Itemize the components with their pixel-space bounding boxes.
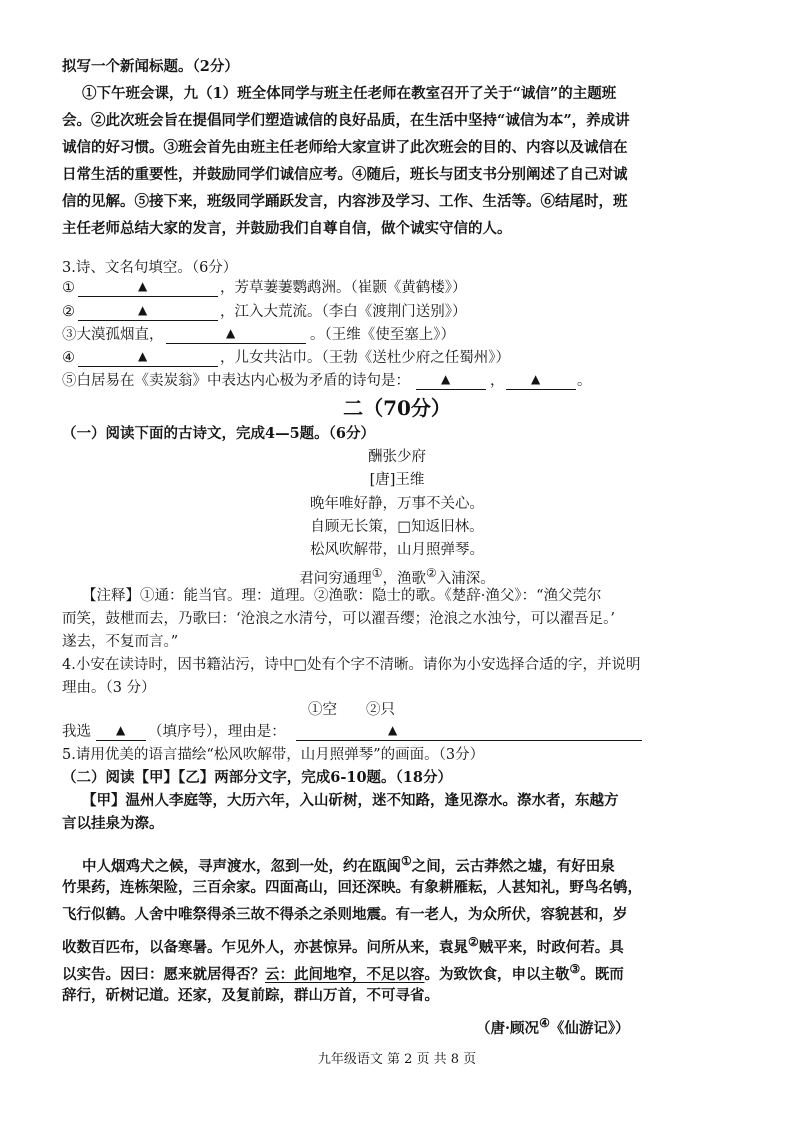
q2-para-line-3: 诚信的好习惯。③班会首先由班主任老师给大家宣讲了此次班会的目的、内容以及诚信在 [62, 139, 628, 156]
q2-para-line-2: 会。②此次班会旨在提倡同学们塑造诚信的良好品质，在生活中坚持“诚信为本”，养成讲 [62, 112, 630, 129]
q3-blank-5[interactable] [416, 371, 486, 390]
note-line-1: 【注释】①通：能当官。理：道理。②渔歌：隐士的歌。《楚辞·渔父》：“渔父莞尔 [82, 588, 602, 604]
passage-b-line-3: 飞行似鹤。人舍中唯祭得杀三故不得杀之杀则地震。有一老人，为众所伏，容貌甚和，岁 [62, 906, 628, 923]
q3-line-4-number: ④ [62, 350, 75, 366]
q3-blank-1[interactable] [78, 278, 218, 297]
q3-blank-2[interactable] [78, 302, 218, 321]
q2-para-line-6: 主任老师总结大家的发言，并鼓励我们自尊自信，做个诚实守信的人。 [62, 220, 512, 237]
passage-source: （唐·顾况④《仙游记》） [476, 1016, 630, 1037]
note-line-3: 遂去，不复而言。” [62, 634, 179, 650]
part2-heading: （二）阅读【甲】【乙】两部分文字，完成6-10题。（18分） [62, 769, 452, 786]
q2-para-line-4: 日常生活的重要性，并鼓励同学们诚信应考。④随后，班长与团支书分别阐述了自己对诚 [62, 166, 628, 183]
q3-line-2-text: ，江入大荒流。（李白《渡荆门送别》） [220, 304, 467, 320]
poem-author: [唐]王维 [369, 472, 425, 488]
passage-b-line-1: 中人烟鸡犬之候，寻声渡水，忽到一处，约在瓯闽①之间，云古莽然之墟，有好田泉 [82, 854, 615, 875]
q3-line-5-end: 。 [577, 373, 592, 389]
section-title: 二（70分） [343, 396, 451, 420]
q3-line-3-prefix: ③大漠孤烟直， [62, 327, 164, 343]
q3-line-3-text: 。（王维《使至塞上》） [310, 327, 455, 343]
poem-line-2: 自顾无长策，□知返旧林。 [310, 519, 484, 535]
q3-line-2-number: ② [62, 304, 75, 320]
blank-marker: ▲ [441, 372, 451, 386]
q3-line-1-number: ① [62, 280, 75, 296]
q3-blank-4[interactable] [78, 348, 218, 367]
blank-marker: ▲ [531, 372, 541, 386]
passage-a-line-1: 【甲】温州人李庭等，大历六年，入山斫树，迷不知路，逢见漈水。漈水者，东越方 [82, 792, 619, 809]
passage-b-line-4: 收数百匹布，以备寒暑。乍见外人，亦甚惊异。问所从来，袁晁②贼平来，时政何若。具 [62, 935, 624, 956]
q2-para-line-5: 信的见解。⑤接下来，班级同学踊跃发言，内容涉及学习、工作、生活等。⑥结尾时，班 [62, 193, 628, 210]
q4-option-2: ②只 [366, 702, 395, 718]
blank-marker: ▲ [138, 349, 148, 363]
q3-line-5-prefix: ⑤白居易在《卖炭翁》中表达内心极为矛盾的诗句是： [62, 373, 410, 389]
part1-heading: （一）阅读下面的古诗文，完成4—5题。（6分） [62, 425, 376, 442]
page-footer: 九年级语文 第 2 页 共 8 页 [317, 1052, 477, 1067]
q3-line-1-text: ，芳草萋萋鹦鹉洲。（崔颢《黄鹤楼》） [220, 280, 467, 296]
underlined-sentence: 云：此间地窄，不足以容 [265, 965, 425, 983]
q4-line-1: 4.小安在读诗时，因书籍沾污，诗中□处有个字不清晰。请你为小安选择合适的字，并说明 [62, 657, 641, 673]
passage-b-line-5: 以实告。因曰：愿来就居得否？云：此间地窄，不足以容。为致饮食，申以主敬③。既而 [62, 962, 624, 983]
poem-line-1: 晚年唯好静，万事不关心。 [310, 496, 484, 512]
note-line-2: 而笑，鼓枻而去，乃歌曰：‘沧浪之水清兮，可以濯吾缨；沧浪之水浊兮，可以濯吾足。’ [62, 611, 615, 627]
q4-option-1: ①空 [308, 702, 337, 718]
blank-marker: ▲ [138, 303, 148, 317]
poem-line-4: 君问穷通理①，渔歌②入浦深。 [299, 566, 495, 587]
passage-b-line-2: 竹果药，连栋架险，三百余家。四面高山，回还深映。有象耕雁耘，人甚知礼，野鸟名鸲， [62, 879, 642, 896]
q3-line-5-comma: ， [490, 373, 505, 389]
q3-blank-6[interactable] [506, 371, 576, 390]
q4-reason-label: （填序号），理由是： [148, 724, 286, 740]
poem-title: 酬张少府 [368, 449, 426, 465]
q2-para-line-1: ①下午班会课，九（1）班全体同学与班主任老师在教室召开了关于“诚信”的主题班 [82, 85, 617, 102]
passage-a-line-2: 言以挂泉为漈。 [62, 815, 164, 832]
q4-line-2: 理由。（3 分） [62, 680, 156, 696]
q4-reason-blank[interactable] [296, 722, 642, 741]
q3-blank-3[interactable] [166, 325, 306, 344]
poem-line-3: 松风吹解带，山月照弹琴。 [310, 542, 484, 558]
q2-heading: 拟写一个新闻标题。（2分） [62, 58, 239, 75]
blank-marker: ▲ [116, 723, 126, 737]
q3-heading: 3.诗、文名句填空。（6分） [62, 260, 238, 276]
passage-b-line-6: 辞行，斫树记道。还家，及复前踪，群山万首，不可寻省。 [62, 987, 439, 1004]
blank-marker: ▲ [226, 326, 236, 340]
q3-line-4-text: ，儿女共沾巾。（王勃《送杜少府之任蜀州》） [220, 350, 510, 366]
q4-choose-label: 我选 [62, 724, 91, 740]
blank-marker: ▲ [388, 723, 398, 737]
q5-prompt: 5.请用优美的语言描绘“松风吹解带，山月照弹琴”的画面。（3分） [62, 747, 485, 763]
blank-marker: ▲ [138, 279, 148, 293]
